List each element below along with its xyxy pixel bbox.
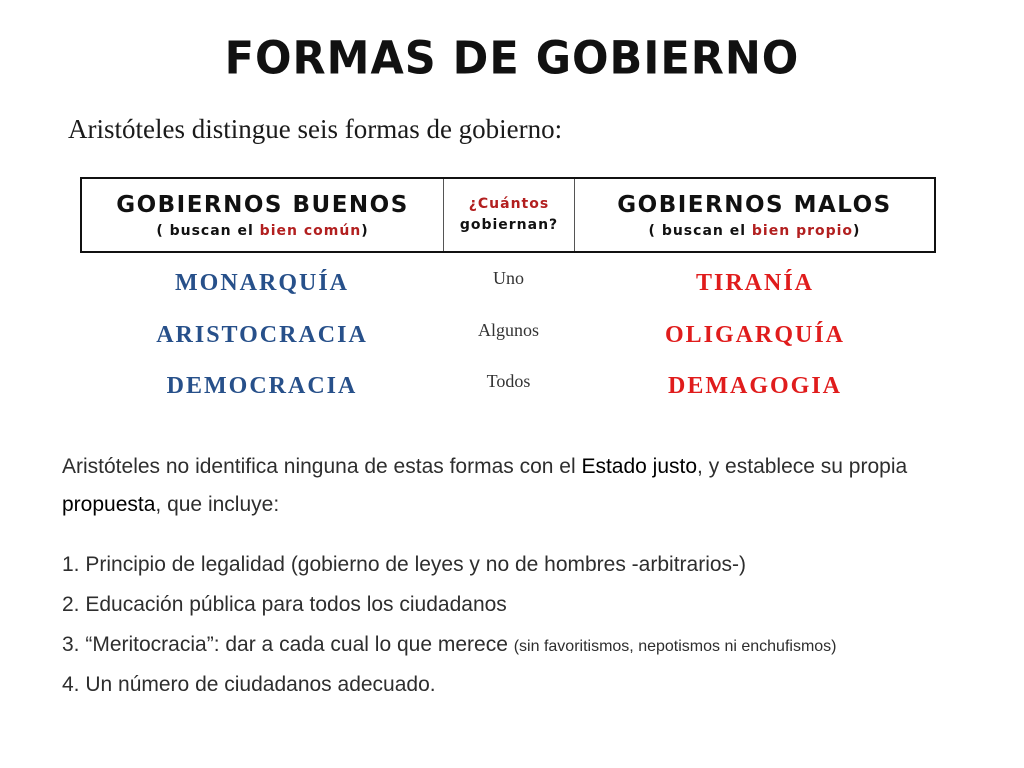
ruler-count: Algunos (477, 320, 539, 340)
list-item (62, 665, 837, 705)
ruler-count: Uno (493, 268, 524, 288)
page-title: FORMAS DE GOBIERNO (224, 32, 800, 86)
paragraph-emphasis: Estado justo (581, 455, 698, 478)
bad-form: OLIGARQUÍA (664, 322, 846, 348)
how-many-line2: gobiernan? (459, 217, 559, 233)
list-item (62, 625, 837, 665)
paragraph-text: , y establece su propia (697, 455, 908, 478)
how-many-line1: ¿Cuántos (468, 196, 550, 212)
bad-governments-column (575, 179, 934, 251)
bad-form: TIRANÍA (695, 270, 814, 296)
good-governments-heading: GOBIERNOS BUENOS (116, 192, 409, 218)
bad-sub-prefix: ( buscan el (648, 223, 752, 239)
explanation-paragraph (62, 448, 982, 524)
good-sub-suffix: ) (361, 223, 369, 239)
bad-governments-heading: GOBIERNOS MALOS (617, 192, 892, 218)
list-item-text: 4. Un número de ciudadanos adecuado. (62, 673, 436, 696)
good-form: DEMOCRACIA (166, 373, 358, 399)
bad-governments-subtitle (649, 223, 861, 239)
proposal-list (62, 545, 837, 705)
good-governments-column (82, 179, 444, 251)
list-item-text: 2. Educación pública para todos los ciudadanos (62, 593, 507, 616)
form-row (0, 270, 1024, 310)
form-row (0, 373, 1024, 413)
good-form: ARISTOCRACIA (156, 322, 368, 348)
good-sub-prefix: ( buscan el (156, 223, 260, 239)
paragraph-text: , que incluye: (155, 493, 280, 516)
list-item (62, 585, 837, 625)
form-row (0, 322, 1024, 362)
government-table-header (80, 177, 936, 253)
list-item-text: 3. “Meritocracia”: dar a cada cual lo que merece (62, 633, 514, 656)
list-item (62, 545, 837, 585)
good-form: MONARQUÍA (175, 270, 349, 296)
list-item-text: 1. Principio de legalidad (gobierno de leyes y no de hombres -arbitrarios-) (62, 553, 747, 576)
good-governments-subtitle (156, 223, 368, 239)
how-many-column (444, 179, 575, 251)
list-item-note: (sin favoritismos, nepotismos ni enchufismos) (513, 638, 837, 655)
good-sub-highlight: bien común (259, 223, 362, 239)
bad-sub-suffix: ) (853, 223, 861, 239)
bad-form: DEMAGOGIA (668, 373, 842, 399)
ruler-count: Todos (486, 371, 531, 391)
how-many-heading (460, 194, 558, 236)
paragraph-emphasis: propuesta (62, 493, 156, 516)
paragraph-text: Aristóteles no identifica ninguna de estas formas con el (62, 455, 582, 478)
bad-sub-highlight: bien propio (751, 223, 854, 239)
intro-text: Aristóteles distingue seis formas de gobierno: (68, 114, 563, 144)
